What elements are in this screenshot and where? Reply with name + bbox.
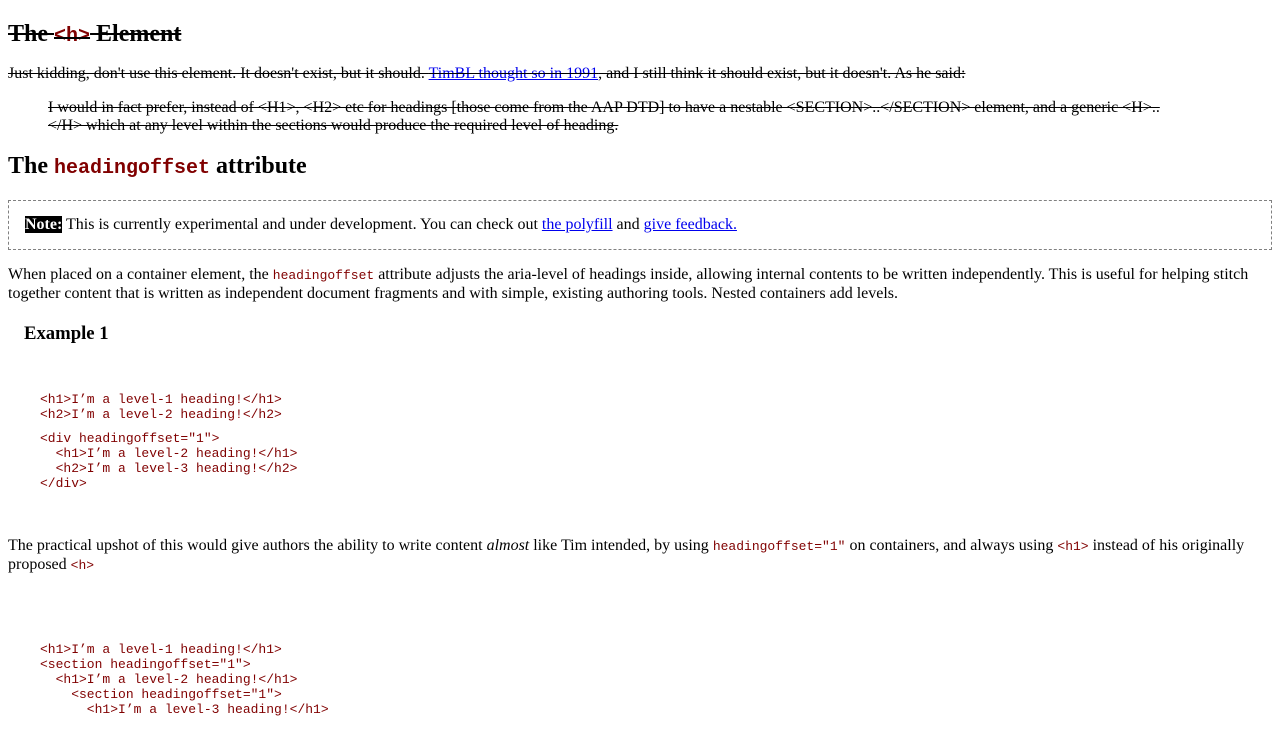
timbl-1991-link[interactable]: TimBL thought so in 1991 [428,65,599,82]
headingoffset-heading [8,152,1272,183]
headingoffset-description [8,266,1272,303]
desc-text-before: When placed on a container element, the [8,266,273,283]
polyfill-link[interactable]: the polyfill [541,216,613,233]
note-and: and [612,216,644,233]
upshot-code-h1: <h1> [1057,539,1089,554]
upshot-text-before: The practical upshot of this would give authors the ability to write content [8,537,487,554]
example-1-code-block [8,392,1272,491]
example-1-code-part2: <div headingoffset="1"> <h1>I’m a level-2 heading!</h1> <h2>I’m a level-3 heading!</h2> </div> [40,431,298,491]
example-1-code-part1: <h1>I’m a level-1 heading!</h1> <h2>I’m a level-2 heading!</h2> [40,392,282,422]
upshot-paragraph [8,537,1272,575]
upshot-text-mid3: instead of his originally proposed [8,537,1245,573]
page [0,20,1280,717]
h-intro-paragraph [8,65,1272,83]
desc-text-after: attribute adjusts the aria-level of headings inside, allowing internal contents to be written independently. This is useful for helping stitch together content that is written as independent document fragments and with simple, existing authoring tools. Nested containers add levels. [8,266,1249,302]
experimental-note [8,200,1272,250]
upshot-text-mid1: like Tim intended, by using [529,537,713,554]
offset-heading-code: headingoffset [54,157,211,180]
h-heading-text-before: The [8,21,55,47]
example-2-code-block [8,642,1272,717]
note-text: This is currently experimental and under development. You can check out [62,216,542,233]
upshot-code-headingoffset: headingoffset="1" [712,539,846,554]
note-label: Note: [25,216,63,233]
upshot-text-mid2: on containers, and always using [845,537,1058,554]
h-element-heading [8,20,1272,51]
upshot-emphasis: almost [486,537,530,554]
example-1-title: Example 1 [24,323,109,344]
offset-heading-text-before: The [8,153,55,179]
offset-heading-text-after: attribute [210,153,307,179]
h-heading-text-after: Element [90,21,182,47]
h-heading-code: <h> [54,25,91,48]
give-feedback-link[interactable]: give feedback. [643,216,737,233]
example-2-code: <h1>I’m a level-1 heading!</h1> <section headingoffset="1"> <h1>I’m a level-2 heading!</h1> <section headingoffset="1"> <h1>I’m a level-3 heading!</h1> [40,642,329,717]
timbl-quote: I would in fact prefer, instead of <H1>, <H2> etc for headings [those come from the AAP DTD] to have a nestable <SECTION>..</SECTION> element, and a generic <H>..</H> which at any level within the sections would produce the required level of heading. [48,99,1160,134]
upshot-code-h: <h> [70,558,95,573]
h-intro-text: Just kidding, don't use this element. It doesn't exist, but it should. [8,65,429,82]
h-intro-text-after: , and I still think it should exist, but it doesn't. As he said: [598,65,966,82]
desc-code: headingoffset [272,268,375,283]
